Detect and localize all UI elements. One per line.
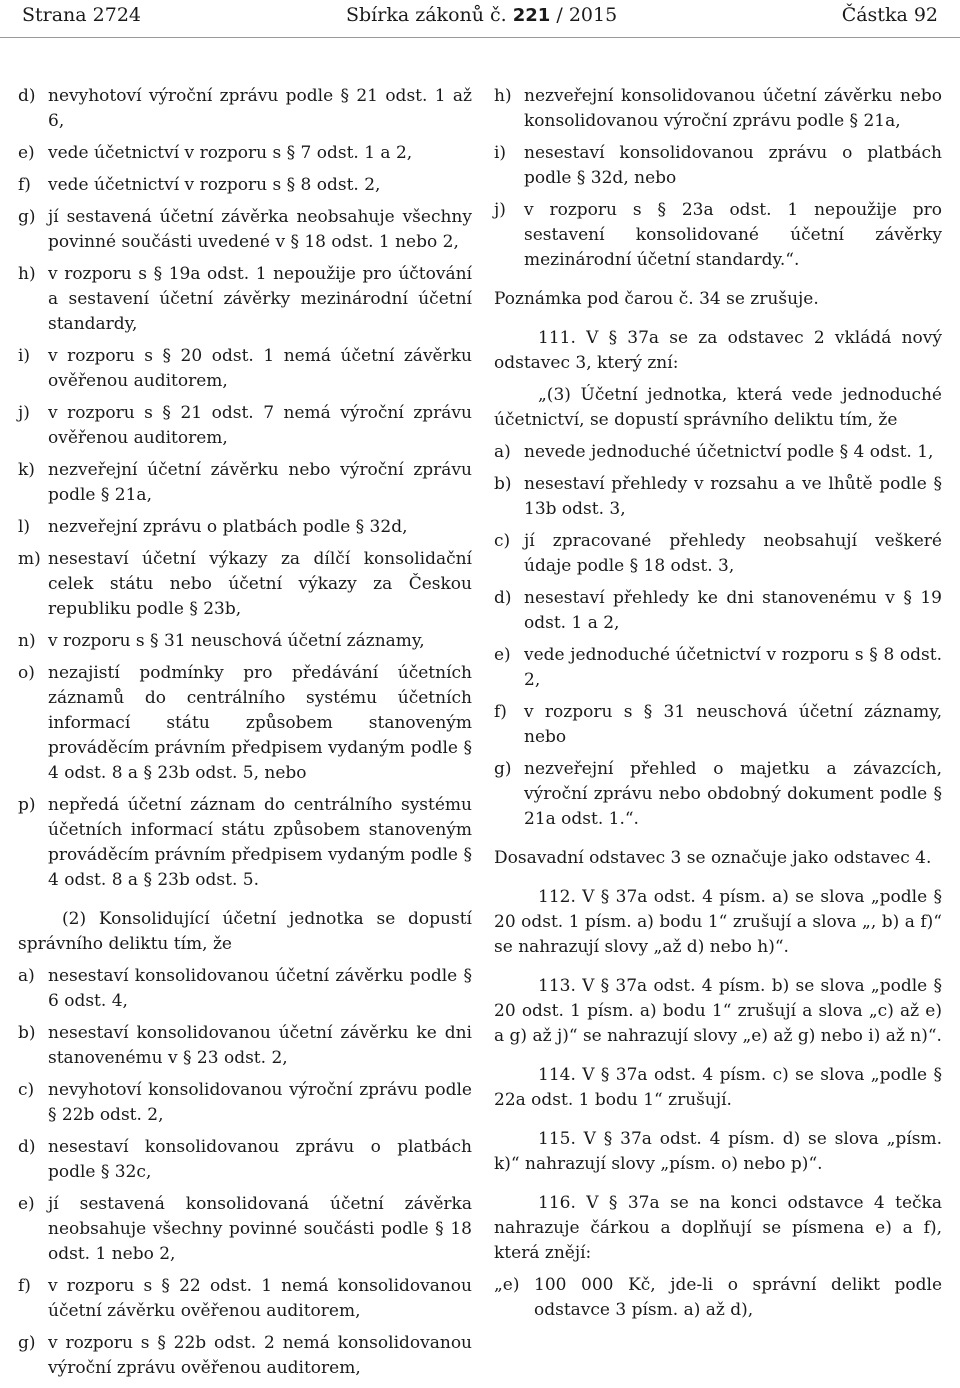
collection-prefix: Sbírka zákonů č. bbox=[346, 4, 507, 26]
list-item bbox=[494, 586, 942, 636]
list-item bbox=[18, 401, 472, 451]
item-label: g) bbox=[18, 1333, 36, 1353]
list-item bbox=[18, 458, 472, 508]
item-text: nezveřejní přehled o majetku a závazcích, výroční zprávu nebo obdobný dokument podle § 21a odst. 1.“. bbox=[524, 759, 942, 829]
item-label: f) bbox=[18, 1276, 31, 1296]
list-item bbox=[18, 141, 472, 166]
item-text: jí zpracované přehledy neobsahují veškeré údaje podle § 18 odst. 3, bbox=[524, 531, 942, 576]
item-label: h) bbox=[494, 86, 512, 106]
item-text: jí sestavená konsolidovaná účetní závěrka neobsahuje všechny povinné součásti podle § 18 odst. 1 nebo 2, bbox=[48, 1194, 472, 1264]
item-label: o) bbox=[18, 663, 35, 683]
right-item-list bbox=[494, 84, 942, 273]
item-text: nevede jednoduché účetnictví podle § 4 odst. 1, bbox=[524, 442, 934, 462]
item-label: a) bbox=[494, 442, 511, 462]
list-item bbox=[18, 84, 472, 134]
item-label: l) bbox=[18, 517, 31, 537]
item-label: j) bbox=[18, 403, 30, 423]
item-label: a) bbox=[18, 966, 35, 986]
renumbering-note: Dosavadní odstavec 3 se označuje jako odstavec 4. bbox=[494, 848, 932, 868]
item-text: nesestaví konsolidovanou účetní závěrku ke dni stanovenému v § 23 odst. 2, bbox=[48, 1023, 472, 1068]
list-item bbox=[18, 547, 472, 622]
item-text: nesestaví konsolidovanou zprávu o platbách podle § 32c, bbox=[48, 1137, 472, 1182]
right-item-list-2 bbox=[494, 440, 942, 832]
left-item-list bbox=[18, 84, 472, 893]
part-number: Částka 92 bbox=[841, 4, 938, 26]
paragraph-2: (2) Konsolidující účetní jednotka se dopustí správního deliktu tím, že bbox=[18, 909, 472, 954]
item-text: nevyhotoví výroční zprávu podle § 21 odst. 1 až 6, bbox=[48, 86, 472, 131]
collection-year: / 2015 bbox=[556, 4, 618, 26]
item-text: v rozporu s § 22 odst. 1 nemá konsolidovanou účetní závěrku ověřenou auditorem, bbox=[48, 1276, 472, 1321]
item-label: n) bbox=[18, 631, 36, 651]
item-label: j) bbox=[494, 200, 506, 220]
item-label: d) bbox=[494, 588, 512, 608]
item-text: v rozporu s § 21 odst. 7 nemá výroční zprávu ověřenou auditorem, bbox=[48, 403, 472, 448]
item-label: „e) bbox=[494, 1275, 520, 1295]
item-text: nesestaví přehledy v rozsahu a ve lhůtě podle § 13b odst. 3, bbox=[524, 474, 942, 519]
item-text: vede účetnictví v rozporu s § 7 odst. 1 a 2, bbox=[48, 143, 413, 163]
list-item bbox=[18, 344, 472, 394]
item-text: v rozporu s § 31 neuschová účetní záznamy, nebo bbox=[524, 702, 942, 747]
item-text: nezveřejní konsolidovanou účetní závěrku nebo konsolidovanou výroční zprávu podle § 21a, bbox=[524, 86, 942, 131]
item-text: nesestaví konsolidovanou účetní závěrku podle § 6 odst. 4, bbox=[48, 966, 472, 1011]
item-text: v rozporu s § 31 neuschová účetní záznamy, bbox=[48, 631, 425, 651]
left-column bbox=[18, 84, 472, 1388]
item-label: g) bbox=[18, 207, 36, 227]
item-text: nezveřejní účetní závěrku nebo výroční zprávu podle § 21a, bbox=[48, 460, 472, 505]
item-label: k) bbox=[18, 460, 35, 480]
item-text: v rozporu s § 20 odst. 1 nemá účetní závěrku ověřenou auditorem, bbox=[48, 346, 472, 391]
item-text: vede jednoduché účetnictví v rozporu s § 8 odst. 2, bbox=[524, 645, 942, 690]
item-text: vede účetnictví v rozporu s § 8 odst. 2, bbox=[48, 175, 381, 195]
point-114: 114. V § 37a odst. 4 písm. c) se slova „podle § 22a odst. 1 bodu 1“ zrušují. bbox=[494, 1065, 942, 1110]
item-label: c) bbox=[18, 1080, 35, 1100]
item-text: nepředá účetní záznam do centrálního systému účetních informací státu způsobem stanoveným prováděcím právním předpisem vydaným podle § 4 odst. 8 a § 23b odst. 5. bbox=[48, 795, 472, 890]
right-item-list-3 bbox=[494, 1273, 942, 1323]
item-text: nesestaví přehledy ke dni stanovenému v § 19 odst. 1 a 2, bbox=[524, 588, 942, 633]
list-item bbox=[494, 757, 942, 832]
footnote-note: Poznámka pod čarou č. 34 se zrušuje. bbox=[494, 289, 819, 309]
item-label: p) bbox=[18, 795, 36, 815]
list-item bbox=[494, 472, 942, 522]
point-112: 112. V § 37a odst. 4 písm. a) se slova „podle § 20 odst. 1 písm. a) bodu 1“ zrušují a slova „, b) a f)“ se nahrazují slovy „až d) nebo h)“. bbox=[494, 887, 942, 957]
page-number: Strana 2724 bbox=[22, 4, 142, 26]
list-item bbox=[494, 198, 942, 273]
item-label: f) bbox=[18, 175, 31, 195]
item-label: c) bbox=[494, 531, 511, 551]
list-item bbox=[494, 440, 942, 465]
list-item bbox=[18, 1331, 472, 1381]
list-item bbox=[494, 700, 942, 750]
list-item bbox=[494, 84, 942, 134]
list-item bbox=[18, 793, 472, 893]
list-item bbox=[494, 1273, 942, 1323]
item-label: f) bbox=[494, 702, 507, 722]
item-text: nesestaví účetní výkazy za dílčí konsolidační celek státu nebo účetní výkazy za Českou republiku podle § 23b, bbox=[48, 549, 472, 619]
point-116: 116. V § 37a se na konci odstavce 4 tečka nahrazuje čárkou a doplňují se písmena e) a f), která znějí: bbox=[494, 1193, 942, 1263]
list-item bbox=[18, 515, 472, 540]
list-item bbox=[18, 661, 472, 786]
page-header bbox=[0, 0, 960, 38]
list-item bbox=[494, 529, 942, 579]
item-text: 100 000 Kč, jde-li o správní delikt podle odstavce 3 písm. a) až d), bbox=[534, 1275, 942, 1320]
item-label: m) bbox=[18, 549, 41, 569]
list-item bbox=[494, 643, 942, 693]
list-item bbox=[494, 141, 942, 191]
collection-reference bbox=[346, 3, 617, 28]
list-item bbox=[18, 1135, 472, 1185]
list-item bbox=[18, 964, 472, 1014]
item-label: e) bbox=[494, 645, 511, 665]
point-113: 113. V § 37a odst. 4 písm. b) se slova „podle § 20 odst. 1 písm. a) bodu 1“ zrušují a slova „c) až e) a g) až j)“ se nahrazují slovy „e) až g) nebo i) až n)“. bbox=[494, 976, 942, 1046]
list-item bbox=[18, 1078, 472, 1128]
item-text: nezajistí podmínky pro předávání účetních záznamů do centrálního systému účetních informací státu způsobem stanoveným prováděcím právním předpisem vydaným podle § 4 odst. 8 a § 23b odst. 5, nebo bbox=[48, 663, 472, 783]
item-text: nezveřejní zprávu o platbách podle § 32d, bbox=[48, 517, 408, 537]
item-label: g) bbox=[494, 759, 512, 779]
item-label: d) bbox=[18, 1137, 36, 1157]
item-label: e) bbox=[18, 143, 35, 163]
list-item bbox=[18, 629, 472, 654]
list-item bbox=[18, 1274, 472, 1324]
list-item bbox=[18, 1021, 472, 1071]
item-label: d) bbox=[18, 86, 36, 106]
item-label: h) bbox=[18, 264, 36, 284]
item-label: b) bbox=[18, 1023, 36, 1043]
list-item bbox=[18, 205, 472, 255]
item-label: i) bbox=[18, 346, 31, 366]
list-item bbox=[18, 262, 472, 337]
item-text: nevyhotoví konsolidovanou výroční zprávu podle § 22b odst. 2, bbox=[48, 1080, 472, 1125]
item-label: e) bbox=[18, 1194, 35, 1214]
quoted-paragraph-3: „(3) Účetní jednotka, která vede jednoduché účetnictví, se dopustí správního deliktu tím, že bbox=[494, 385, 942, 430]
item-text: v rozporu s § 19a odst. 1 nepoužije pro účtování a sestavení účetní závěrky mezinárodní účetní standardy, bbox=[48, 264, 472, 334]
point-115: 115. V § 37a odst. 4 písm. d) se slova „písm. k)“ nahrazují slovy „písm. o) nebo p)“. bbox=[494, 1129, 942, 1174]
right-column bbox=[494, 84, 942, 1330]
item-text: v rozporu s § 23a odst. 1 nepoužije pro sestavení konsolidované účetní závěrky mezinárodní účetní standardy.“. bbox=[524, 200, 942, 270]
collection-number: 221 bbox=[512, 5, 551, 26]
list-item bbox=[18, 173, 472, 198]
item-text: v rozporu s § 22b odst. 2 nemá konsolidovanou výroční zprávu ověřenou auditorem, bbox=[48, 1333, 472, 1378]
point-111: 111. V § 37a se za odstavec 2 vkládá nový odstavec 3, který zní: bbox=[494, 328, 942, 373]
item-label: b) bbox=[494, 474, 512, 494]
list-item bbox=[18, 1192, 472, 1267]
item-label: i) bbox=[494, 143, 507, 163]
left-item-list-2 bbox=[18, 964, 472, 1381]
item-text: jí sestavená účetní závěrka neobsahuje všechny povinné součásti uvedené v § 18 odst. 1 nebo 2, bbox=[48, 207, 472, 252]
item-text: nesestaví konsolidovanou zprávu o platbách podle § 32d, nebo bbox=[524, 143, 942, 188]
